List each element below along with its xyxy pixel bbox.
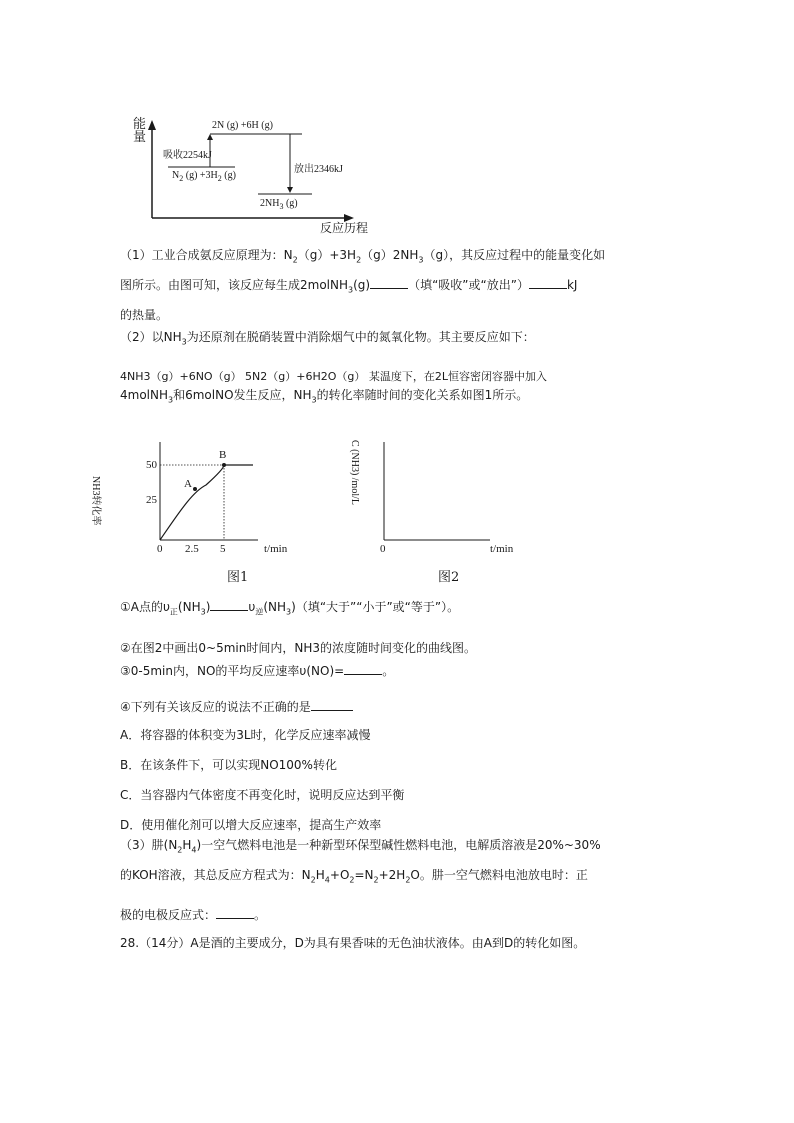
fig1-point-a-label: A bbox=[184, 478, 192, 490]
fig2-origin: 0 bbox=[380, 543, 386, 555]
q1-line1: （1）工业合成氨反应原理为：$N_2(g)+3H_2(g)2NH_3(g)$，其反应过程中的能量变化如 bbox=[120, 248, 606, 265]
fig2-x-label: t/min bbox=[490, 543, 514, 555]
energy-x-label: 反应历程 bbox=[320, 221, 369, 235]
energy-y-label: 能量 bbox=[133, 117, 147, 145]
q1-answer-blank-2[interactable] bbox=[529, 277, 567, 289]
fig1-y-label: NH3转化率 bbox=[90, 476, 101, 526]
sub-question-2: ②在图2中画出0~5min时间内，NH3的浓度随时间变化的曲线图。 bbox=[120, 641, 476, 655]
fig1-point-b bbox=[222, 463, 226, 467]
q1-line2: 图所示。由图可知，该反应每生成2molNH$_3$(g) （填“吸收”或“放出”） kJ bbox=[120, 278, 578, 295]
absorb-label: 吸收2254kJ bbox=[163, 150, 212, 161]
sub-question-1: ①A点的$\upsilon_正(NH_3)$ $\upsilon_逆(NH_3)$（填“大于”“小于”或“等于”）。 bbox=[120, 600, 460, 617]
q3-line3: 极的电极反应式： 。 bbox=[120, 908, 267, 922]
question-28: 28.（14分）A是酒的主要成分，D为具有果香味的无色油状液体。由A到D的转化如图。 bbox=[120, 936, 586, 950]
q2-line1: （2）以$NH_3$为还原剂在脱硝装置中消除烟气中的氮氧化物。其主要反应如下： bbox=[120, 330, 535, 347]
option-b: B．在该条件下，可以实现NO100%转化 bbox=[120, 758, 337, 772]
absorb-arrowhead bbox=[207, 134, 213, 140]
release-label: 放出2346kJ bbox=[294, 164, 343, 175]
release-arrowhead bbox=[287, 187, 293, 193]
option-d: D．使用催化剂可以增大反应速率，提高生产效率 bbox=[120, 818, 382, 832]
energy-y-arrowhead bbox=[148, 120, 156, 130]
fig1-point-a bbox=[193, 487, 197, 491]
fig1-y-tick-50: 50 bbox=[146, 459, 157, 471]
fig2-caption: 图2 bbox=[438, 570, 460, 585]
product-level-label: $2NH_3$ (g) bbox=[260, 198, 298, 211]
sub1-answer-blank[interactable] bbox=[210, 599, 248, 611]
fig1-x-label: t/min bbox=[264, 543, 288, 555]
q1-line3: 的热量。 bbox=[120, 308, 169, 322]
fig1-x-tick-5: 5 bbox=[220, 543, 226, 555]
sub4-answer-blank[interactable] bbox=[311, 699, 353, 711]
q1-answer-blank-1[interactable] bbox=[370, 277, 408, 289]
fig1-y-tick-25: 25 bbox=[146, 494, 157, 506]
reactant-level-label: $N_2$ $(g) +3H_2$ (g) bbox=[172, 170, 236, 183]
sub3-answer-blank[interactable] bbox=[344, 663, 382, 675]
fig1-point-b-label: B bbox=[219, 449, 227, 461]
q3-line1: （3）肼$(N_2H_4)$一空气燃料电池是一种新型环保型碱性燃料电池，电解质溶液是20%~30% bbox=[120, 838, 601, 855]
sub-question-3: ③0-5min内，NO的平均反应速率υ(NO)= 。 bbox=[120, 664, 395, 678]
q2-line2: 4NH3（g）+6NO（g） 5N2（g）+6H2O（g） 某温度下，在2L恒容密闭容器中加入 bbox=[120, 370, 548, 383]
fig1-caption: 图1 bbox=[227, 570, 249, 585]
fig1-conversion-curve bbox=[160, 465, 253, 540]
q2-line3: 4molNH$_3$和6molNO发生反应，$NH_3$的转化率随时间的变化关系如图1所示。 bbox=[120, 388, 529, 405]
q3-line2: 的KOH溶液，其总反应方程式为：$N_2H_4+O_2=N_2+2H_2O$。肼一空气燃料电池放电时：正 bbox=[120, 868, 588, 885]
top-level-label: 2N (g) +6H (g) bbox=[212, 120, 273, 131]
fig1-x-tick-0: 0 bbox=[157, 543, 163, 555]
option-c: C．当容器内气体密度不再变化时，说明反应达到平衡 bbox=[120, 788, 405, 802]
fig2-y-label: C (NH3) /mol/L bbox=[349, 440, 360, 505]
option-a: A．将容器的体积变为3L时，化学反应速率减慢 bbox=[120, 728, 371, 742]
sub-question-4: ④下列有关该反应的说法不正确的是 bbox=[120, 698, 353, 715]
fig1-x-tick-2.5: 2.5 bbox=[185, 543, 199, 555]
q3-answer-blank[interactable] bbox=[216, 907, 254, 919]
